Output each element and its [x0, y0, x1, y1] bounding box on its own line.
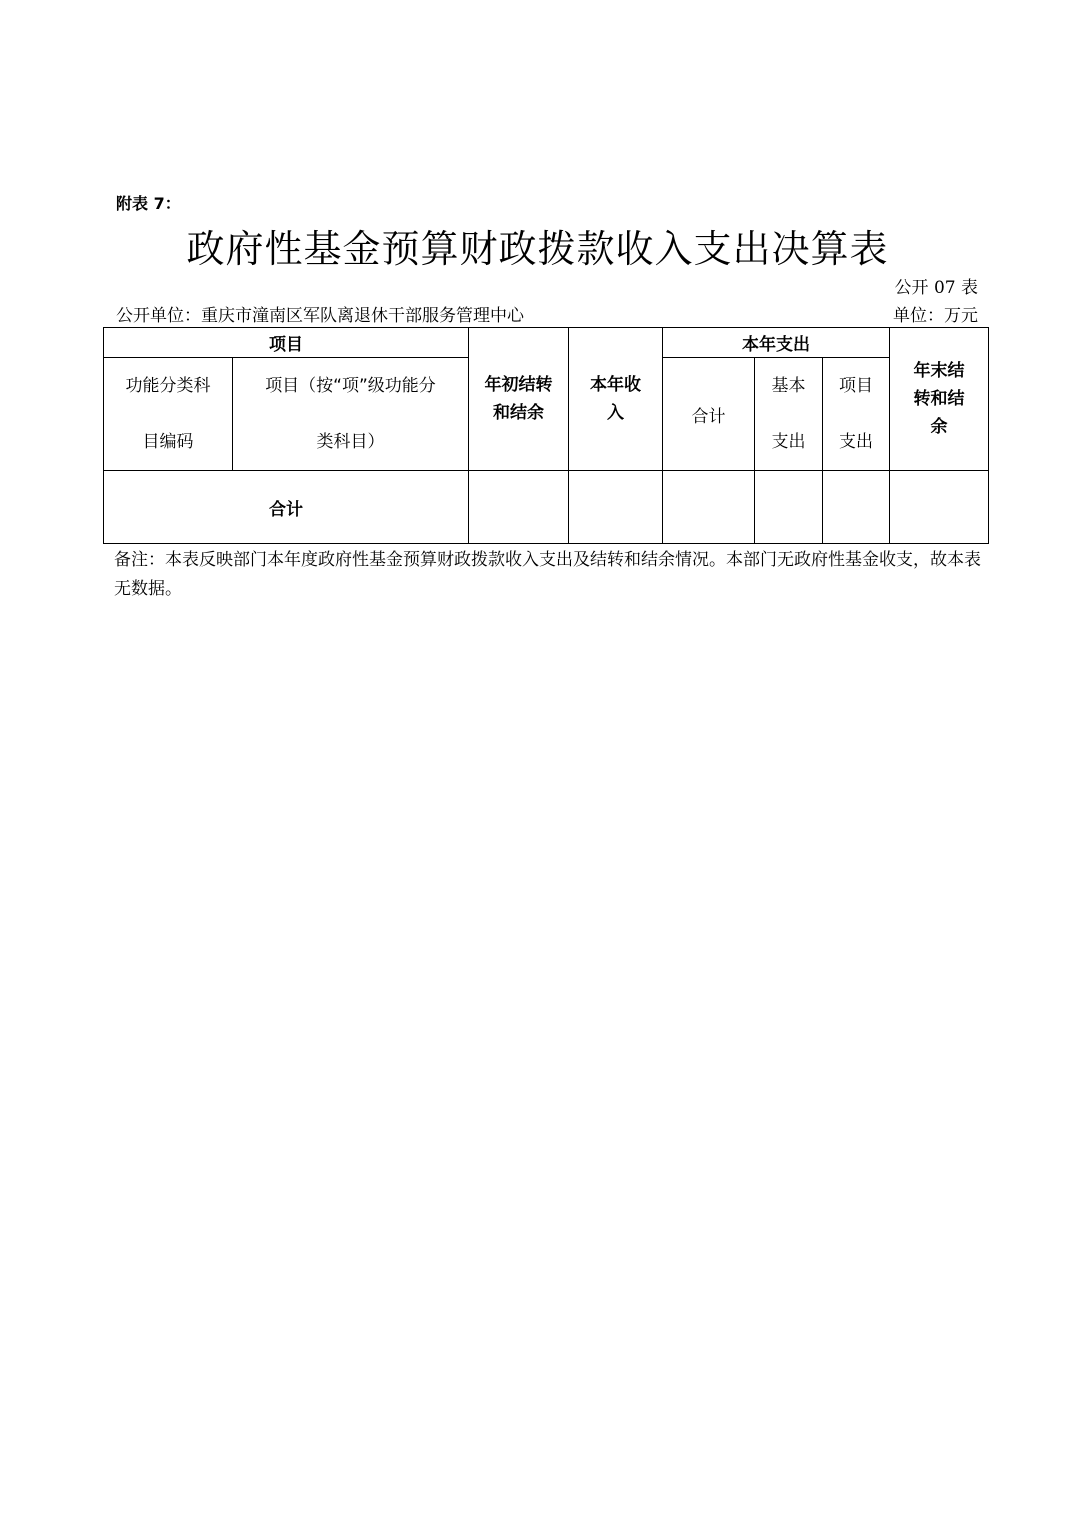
header-basic-expense: 基本 支出: [755, 358, 823, 471]
total-begin-cell: [469, 471, 569, 544]
header-expense: 本年支出: [663, 328, 890, 358]
total-income-cell: [569, 471, 663, 544]
footnote: 备注：本表反映部门本年度政府性基金预算财政拨款收入支出及结转和结余情况。本部门无政府性基金收支，故本表无数据。: [114, 550, 981, 599]
header-project: 项目: [104, 328, 469, 358]
total-end-cell: [890, 471, 989, 544]
total-basic-cell: [755, 471, 823, 544]
header-income: 本年收 入: [569, 328, 663, 471]
form-code: 公开 07 表: [894, 278, 978, 298]
total-row-label: 合计: [104, 471, 469, 544]
total-project-cell: [823, 471, 890, 544]
total-expense-cell: [663, 471, 755, 544]
header-expense-total: 合计: [663, 358, 755, 471]
page-title: 政府性基金预算财政拨款收入支出决算表: [186, 227, 889, 271]
header-begin-balance: 年初结转 和结余: [469, 328, 569, 471]
header-end-balance: 年末结 转和结 余: [890, 328, 989, 471]
header-project-expense: 项目 支出: [823, 358, 890, 471]
appendix-label: 附表 7：: [116, 194, 181, 213]
publishing-unit: 公开单位：重庆市潼南区军队离退休干部服务管理中心: [116, 306, 524, 326]
budget-table: [103, 327, 989, 544]
header-item: 项目（按“项”级功能分 类科目）: [233, 358, 469, 471]
currency-unit: 单位：万元: [893, 306, 978, 326]
header-function-code: 功能分类科 目编码: [104, 358, 233, 471]
unit-row: [116, 301, 978, 326]
